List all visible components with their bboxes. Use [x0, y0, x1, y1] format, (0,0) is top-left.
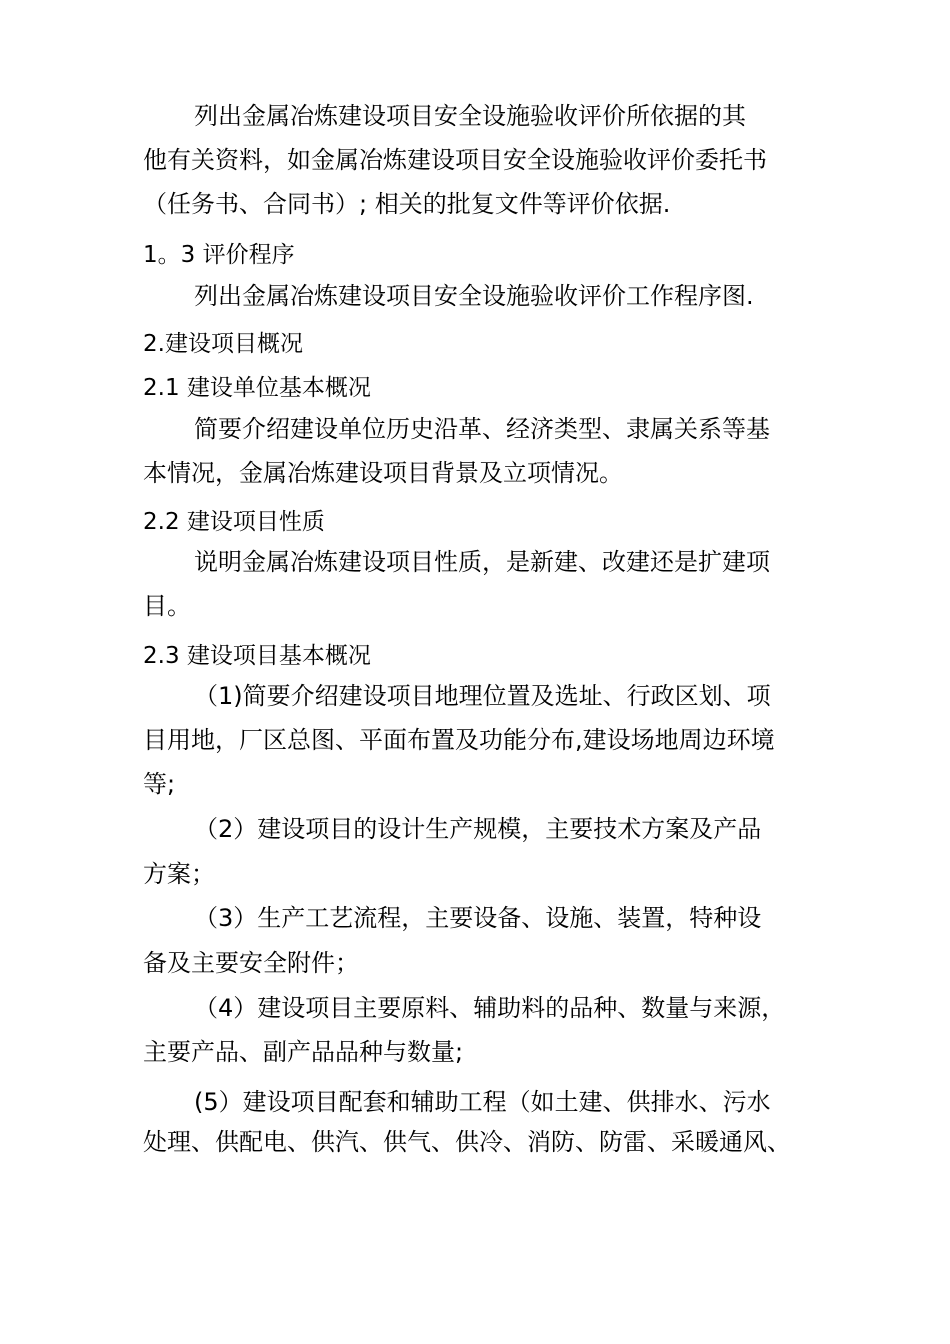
paragraph-line: 备及主要安全附件；: [143, 949, 359, 977]
paragraph-line: 说明金属冶炼建设项目性质，是新建、改建还是扩建项: [194, 548, 770, 576]
paragraph-line: 列出金属冶炼建设项目安全设施验收评价所依据的其: [194, 102, 746, 130]
paragraph-line: 本情况，金属冶炼建设项目背景及立项情况。: [143, 459, 623, 487]
paragraph-line: 目用地，厂区总图、平面布置及功能分布,建设场地周边环境: [143, 726, 775, 754]
section-heading: 1。3 评价程序: [143, 242, 295, 268]
paragraph-line: 目。: [143, 592, 191, 620]
paragraph-line: 主要产品、副产品品种与数量;: [143, 1038, 464, 1066]
paragraph-line: 等;: [143, 770, 176, 798]
paragraph-line: 方案；: [143, 860, 215, 888]
paragraph-line: 列出金属冶炼建设项目安全设施验收评价工作程序图.: [194, 282, 754, 310]
paragraph-line: 简要介绍建设单位历史沿革、经济类型、隶属关系等基: [194, 415, 770, 443]
section-heading: 2.2 建设项目性质: [143, 509, 325, 535]
section-heading: 2.3 建设项目基本概况: [143, 643, 371, 669]
paragraph-line: (5）建设项目配套和辅助工程（如土建、供排水、污水: [194, 1088, 771, 1116]
paragraph-line: （任务书、合同书）; 相关的批复文件等评价依据.: [143, 190, 671, 218]
section-heading: 2.建设项目概况: [143, 331, 303, 357]
paragraph-line: （4）建设项目主要原料、辅助料的品种、数量与来源，: [194, 994, 786, 1022]
paragraph-line: 处理、供配电、供汽、供气、供冷、消防、防雷、采暖通风、: [143, 1128, 791, 1156]
section-heading: 2.1 建设单位基本概况: [143, 375, 371, 401]
paragraph-line: （3）生产工艺流程，主要设备、设施、装置，特种设: [194, 904, 762, 932]
paragraph-line: （1)简要介绍建设项目地理位置及选址、行政区划、项: [194, 682, 771, 710]
paragraph-line: 他有关资料，如金属冶炼建设项目安全设施验收评价委托书: [143, 146, 767, 174]
paragraph-line: （2）建设项目的设计生产规模，主要技术方案及产品: [194, 815, 762, 843]
